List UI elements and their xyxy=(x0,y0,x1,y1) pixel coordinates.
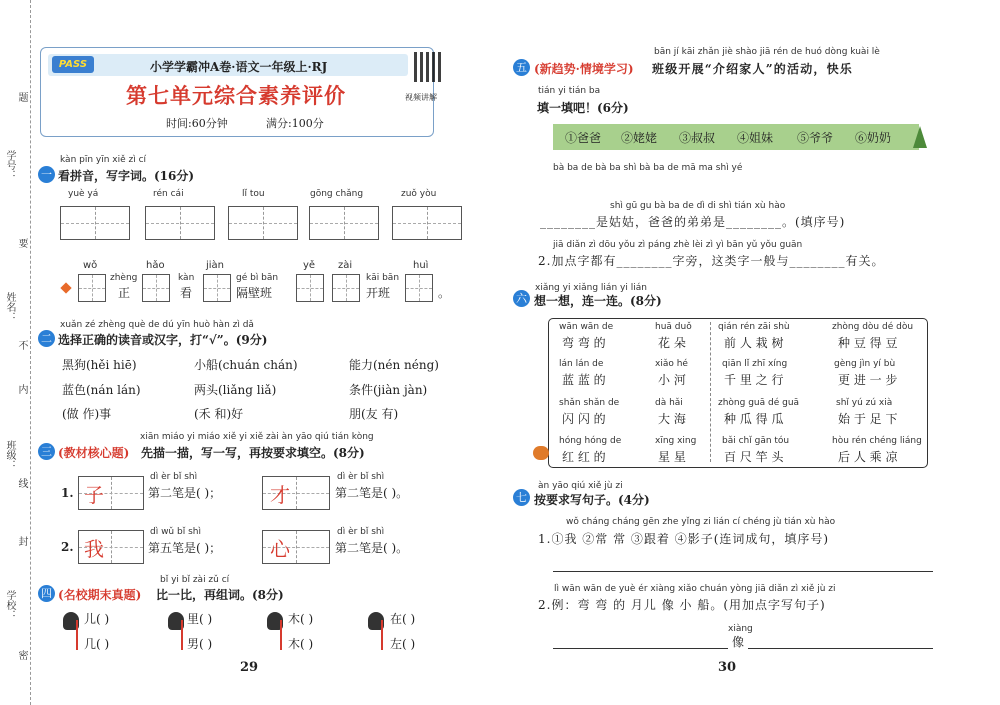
word-pair[interactable]: 木( ) xyxy=(288,637,314,651)
word-pair[interactable]: 里( ) xyxy=(187,612,213,626)
word-pinyin: lán lán de xyxy=(559,359,604,369)
section-title: 按要求写句子。(4分) xyxy=(534,493,650,507)
char-label: 隔壁班 xyxy=(236,286,273,300)
question-number: 2. xyxy=(61,540,74,554)
pinyin-label: dì èr bǐ shì xyxy=(150,472,198,482)
word-pinyin: huā duǒ xyxy=(655,322,692,332)
word-pinyin: hòu rén chéng liáng xyxy=(832,436,922,446)
word-pair[interactable]: 木( ) xyxy=(288,612,314,626)
divider-bar xyxy=(181,620,183,650)
answer-line[interactable] xyxy=(748,648,933,649)
section-tag: (教材核心题) xyxy=(58,446,130,460)
section-title: 比一比，再组词。(8分) xyxy=(156,588,284,602)
exam-score: 满分:100分 xyxy=(266,117,324,130)
word-pinyin: zhòng guā dé guā xyxy=(718,398,800,408)
pass-logo: PASS xyxy=(52,56,94,73)
choice-item[interactable]: 条件(jiàn jàn) xyxy=(349,383,428,397)
choice-item[interactable]: (做 作)事 xyxy=(62,407,112,421)
word-pair[interactable]: 左( ) xyxy=(390,637,416,651)
pinyin-label: yě xyxy=(303,260,316,271)
section-pinyin: kàn pīn yīn xiě zì cí xyxy=(60,155,147,165)
question-text: 2.加点字都有________字旁，这类字一般与________有关。 xyxy=(538,254,885,268)
binding-label: 线 xyxy=(16,478,27,488)
option-item: ⑥奶奶 xyxy=(855,131,892,145)
pinyin-label: rén cái xyxy=(153,189,184,199)
column-divider xyxy=(710,322,711,462)
binding-margin xyxy=(0,0,40,705)
series-title: 小学学霸冲A卷·语文一年级上·RJ xyxy=(150,60,328,74)
binding-label: 封 xyxy=(16,536,27,546)
pinyin-label: huì xyxy=(413,260,429,271)
question-text: 第五笔是( )； xyxy=(148,541,222,555)
word-pinyin: xīng xing xyxy=(655,436,697,446)
qr-code-icon[interactable] xyxy=(414,52,444,82)
choice-item[interactable]: 小船(chuán chán) xyxy=(194,358,298,372)
match-word[interactable]: 千 里 之 行 xyxy=(724,373,784,387)
section-title: 看拼音，写字词。(16分) xyxy=(58,169,195,183)
choice-item[interactable]: 朋(友 有) xyxy=(349,407,399,421)
question-text: 第二笔是( )。 xyxy=(335,486,409,500)
section-number: 七 xyxy=(513,489,530,506)
question-pinyin: shì gū gu bà ba de dì di shì tián xù hào xyxy=(610,201,786,211)
section-title: 想一想，连一连。(8分) xyxy=(534,294,662,308)
pinyin-label: dì èr bǐ shì xyxy=(337,472,385,482)
section-number: 六 xyxy=(513,290,530,307)
binding-label: 题 xyxy=(16,92,27,102)
writing-box[interactable] xyxy=(203,274,231,302)
pinyin-label: kàn xyxy=(178,273,195,283)
match-word[interactable]: 种 豆 得 豆 xyxy=(838,336,898,350)
page-number: 30 xyxy=(718,660,737,675)
section-pinyin: bān jí kāi zhǎn jiè shào jiā rén de huó dòng kuài lè xyxy=(654,47,880,57)
choice-item[interactable]: 黑狗(hěi hiē) xyxy=(62,358,137,372)
section-pinyin: bǐ yi bǐ zài zǔ cí xyxy=(160,575,230,585)
writing-grid[interactable] xyxy=(60,206,130,240)
writing-box[interactable] xyxy=(405,274,433,302)
trace-char: 我 xyxy=(84,537,104,561)
char-label: 看 xyxy=(180,286,193,300)
binding-label: 姓名： xyxy=(4,292,15,322)
match-word[interactable]: 小 河 xyxy=(658,373,686,387)
section-number: 一 xyxy=(38,166,55,183)
pinyin-label: lǐ tou xyxy=(242,189,265,199)
binding-label: 内 xyxy=(16,384,27,394)
binding-label: 不 xyxy=(16,340,27,350)
question-pinyin: bà ba de bà ba shì bà ba de mā ma shì yé xyxy=(553,163,743,173)
question-pinyin: lì wān wān de yuè ér xiàng xiǎo chuán yòng jiā diǎn zì xiě jù zi xyxy=(554,584,836,594)
word-pair[interactable]: 几( ) xyxy=(84,637,110,651)
section-pinyin: tián yi tián ba xyxy=(538,86,601,96)
pinyin-label: zài xyxy=(338,260,353,271)
trace-char: 子 xyxy=(84,483,104,507)
word-pinyin: gèng jìn yí bù xyxy=(834,359,896,369)
binding-line xyxy=(30,0,33,705)
match-word[interactable]: 后 人 乘 凉 xyxy=(838,450,898,464)
pinyin-label: gé bì bān xyxy=(236,273,279,283)
match-word[interactable]: 始 于 足 下 xyxy=(838,412,898,426)
answer-line[interactable] xyxy=(553,648,728,649)
word-pinyin: dà hǎi xyxy=(655,398,683,408)
mushroom-icon xyxy=(533,446,549,460)
word-pinyin: qián rén zāi shù xyxy=(718,322,790,332)
pinyin-label: kāi bān xyxy=(366,273,400,283)
page-number: 29 xyxy=(240,660,259,675)
question-text: ________是姑姑，爸爸的弟弟是________。(填序号) xyxy=(540,215,846,229)
section-number: 四 xyxy=(38,585,55,602)
match-word[interactable]: 百 尺 竿 头 xyxy=(724,450,784,464)
option-item: ⑤爷爷 xyxy=(797,131,834,145)
match-word[interactable]: 种 瓜 得 瓜 xyxy=(724,412,784,426)
word-pinyin: shǐ yú zú xià xyxy=(836,398,893,408)
writing-grid[interactable] xyxy=(392,206,462,240)
qr-caption: 视频讲解 xyxy=(405,93,437,102)
pinyin-label: jiàn xyxy=(206,260,225,271)
match-word[interactable]: 前 人 栽 树 xyxy=(724,336,784,350)
binding-label: 学号： xyxy=(4,150,15,180)
question-text: 第二笔是( )； xyxy=(148,486,222,500)
page-title: 第七单元综合素养评价 xyxy=(126,83,346,108)
pinyin-label: hǎo xyxy=(146,260,165,271)
section-number: 三 xyxy=(38,443,55,460)
word-pinyin: shǎn shǎn de xyxy=(559,398,620,408)
option-item: ④姐妹 xyxy=(737,131,774,145)
match-word[interactable]: 更 进 一 步 xyxy=(838,373,898,387)
match-word[interactable]: 星 星 xyxy=(658,450,686,464)
section-number: 五 xyxy=(513,59,530,76)
divider-bar xyxy=(280,620,282,650)
pinyin-label: gōng chǎng xyxy=(310,189,364,199)
match-word[interactable]: 蓝 蓝 的 xyxy=(562,373,606,387)
writing-grid[interactable] xyxy=(145,206,215,240)
divider-bar xyxy=(76,620,78,650)
match-word[interactable]: 闪 闪 的 xyxy=(562,412,606,426)
section-number: 二 xyxy=(38,330,55,347)
question-text: 1.①我 ②常 常 ③跟着 ④影子(连词成句，填序号) xyxy=(538,532,830,546)
match-word[interactable]: 大 海 xyxy=(658,412,686,426)
pinyin-label: wǒ xyxy=(83,260,98,271)
section-tag: (名校期末真题) xyxy=(58,588,142,602)
section-title: 选择正确的读音或汉字，打“√”。(9分) xyxy=(58,333,268,347)
choice-item[interactable]: 能力(nén néng) xyxy=(349,358,439,372)
word-pinyin: xiǎo hé xyxy=(655,359,688,369)
binding-label: 学校： xyxy=(4,590,15,620)
pinyin-label: zuǒ yòu xyxy=(401,189,437,199)
pinyin-label: zhèng xyxy=(110,273,138,283)
word-pinyin: wān wān de xyxy=(559,322,614,332)
word-pair[interactable]: 男( ) xyxy=(187,637,213,651)
pinyin-label: yuè yá xyxy=(68,189,99,199)
option-item: ②姥姥 xyxy=(621,131,658,145)
writing-box[interactable] xyxy=(142,274,170,302)
binding-label: 密 xyxy=(16,650,27,660)
section-title: 班级开展“介绍家人”的活动，快乐 xyxy=(652,62,854,76)
exam-time: 时间:60分钟 xyxy=(166,117,228,130)
option-item: ①爸爸 xyxy=(565,131,602,145)
choice-item[interactable]: 两头(liǎng liǎ) xyxy=(194,383,277,397)
section-tag: (新趋势·情境学习) xyxy=(534,62,634,76)
section-pinyin: xuǎn zé zhèng què de dú yīn huò hàn zì dǎ xyxy=(60,320,254,330)
match-word[interactable]: 弯 弯 的 xyxy=(562,336,606,350)
word-pinyin: bǎi chǐ gān tóu xyxy=(722,436,790,446)
trace-char: 心 xyxy=(270,537,290,561)
pinyin-label: dì wǔ bǐ shì xyxy=(150,527,201,537)
char-label: 。 xyxy=(438,286,451,300)
question-text: 2.例：弯 弯 的 月儿 像 小 船。(用加点字写句子) xyxy=(538,598,826,612)
word-pair[interactable]: 儿( ) xyxy=(84,612,110,626)
section-pinyin: xiān miáo yi miáo xiě yi xiě zài àn yāo qiú tián kòng xyxy=(140,432,374,442)
char-label: 开班 xyxy=(366,286,391,300)
pinyin-label: dì èr bǐ shì xyxy=(337,527,385,537)
word-pinyin: zhòng dòu dé dòu xyxy=(832,322,914,332)
question-pinyin: jiā diǎn zì dōu yǒu zì páng zhè lèi zì yì bān yǔ yǒu guān xyxy=(553,240,803,250)
section-pinyin: xiǎng yi xiǎng lián yi lián xyxy=(535,283,647,293)
word-pinyin: hóng hóng de xyxy=(559,436,622,446)
writing-grid[interactable] xyxy=(309,206,379,240)
question-pinyin: wǒ cháng cháng gēn zhe yǐng zi lián cí chéng jù tián xù hào xyxy=(566,517,836,527)
question-text: 像 xyxy=(732,635,745,649)
binding-label: 班级： xyxy=(4,440,15,470)
option-item: ③叔叔 xyxy=(679,131,716,145)
word-pair[interactable]: 在( ) xyxy=(390,612,416,626)
writing-grid[interactable] xyxy=(228,206,298,240)
word-pinyin: qiān lǐ zhī xíng xyxy=(722,359,788,369)
choice-item[interactable]: (禾 和)好 xyxy=(194,407,244,421)
answer-line[interactable] xyxy=(553,571,933,572)
choice-item[interactable]: 蓝色(nán lán) xyxy=(62,383,141,397)
section-title: 填一填吧！(6分) xyxy=(537,101,629,115)
writing-box[interactable] xyxy=(296,274,324,302)
section-title: 先描一描，写一写，再按要求填空。(8分) xyxy=(141,446,365,460)
question-text: 第二笔是( )。 xyxy=(335,541,409,555)
question-number: 1. xyxy=(61,486,74,500)
section-pinyin: àn yāo qiú xiě jù zi xyxy=(538,481,623,491)
writing-box[interactable] xyxy=(78,274,106,302)
diamond-bullet-icon xyxy=(60,282,71,293)
binding-label: 要 xyxy=(16,238,27,248)
char-label: 正 xyxy=(118,286,131,300)
match-word[interactable]: 红 红 的 xyxy=(562,450,606,464)
match-word[interactable]: 花 朵 xyxy=(658,336,686,350)
question-pinyin: xiàng xyxy=(728,624,753,634)
writing-box[interactable] xyxy=(332,274,360,302)
divider-bar xyxy=(381,620,383,650)
trace-char: 才 xyxy=(270,483,290,507)
